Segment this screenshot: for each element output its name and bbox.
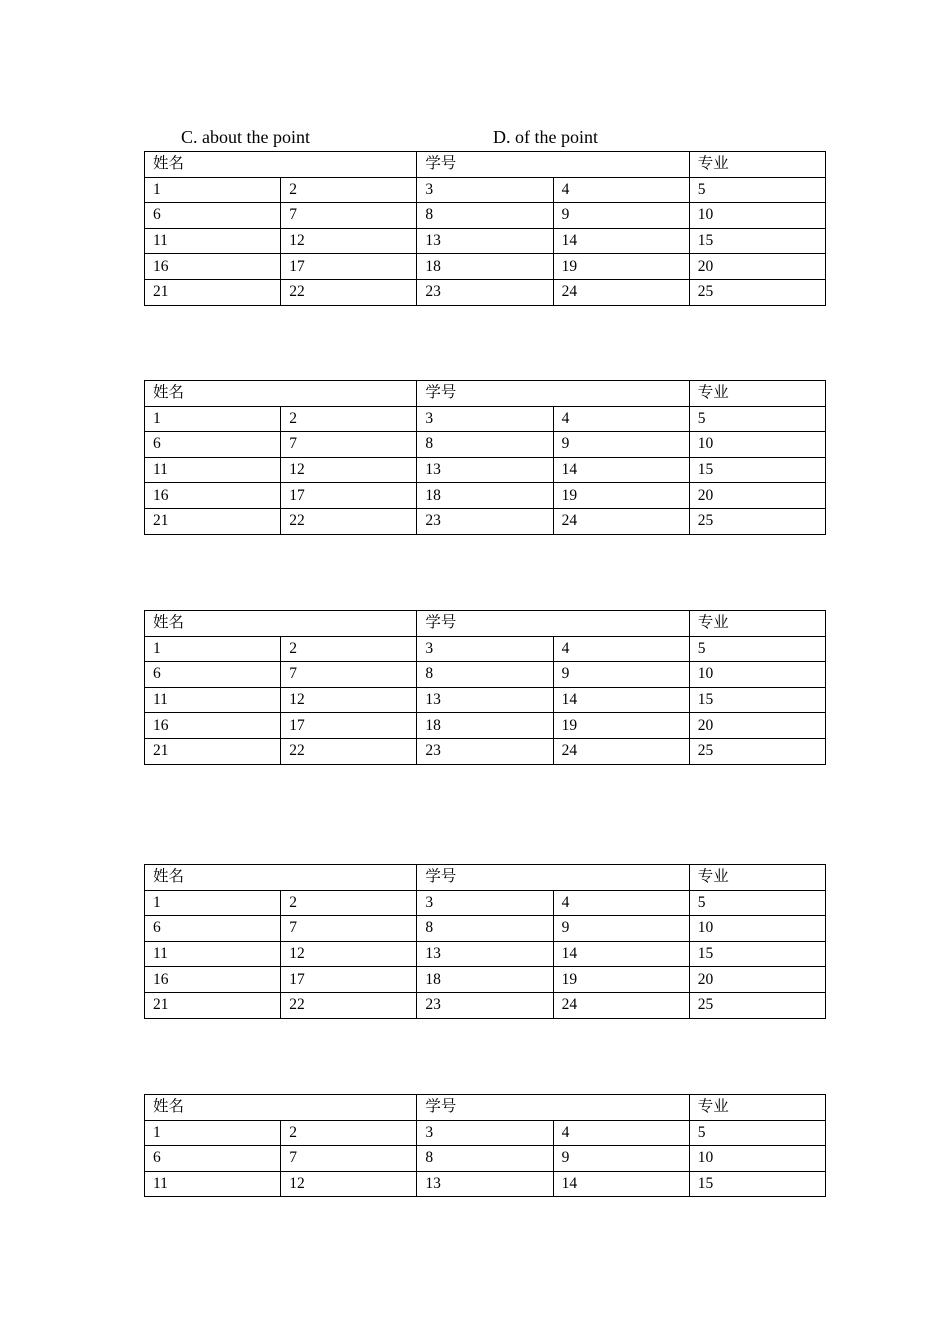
header-name-cell: 姓名: [145, 381, 417, 407]
table-cell: 7: [281, 916, 417, 942]
table-cell: 13: [417, 457, 553, 483]
table-row: [145, 738, 826, 764]
table-cell: 19: [553, 483, 689, 509]
header-major-cell: 专业: [689, 611, 825, 637]
table-cell: 20: [689, 713, 825, 739]
table-row: [145, 1120, 826, 1146]
table-cell: 3: [417, 636, 553, 662]
student-table: [144, 610, 826, 765]
table-cell: 7: [281, 662, 417, 688]
table-cell: 17: [281, 483, 417, 509]
table-cell: 24: [553, 738, 689, 764]
table-cell: 22: [281, 738, 417, 764]
table-cell: 1: [145, 406, 281, 432]
table-cell: 13: [417, 1171, 553, 1197]
table-cell: 6: [145, 916, 281, 942]
table-cell: 14: [553, 1171, 689, 1197]
table-cell: 23: [417, 738, 553, 764]
table-cell: 15: [689, 1171, 825, 1197]
table-cell: 1: [145, 1120, 281, 1146]
table-cell: 12: [281, 941, 417, 967]
table-cell: 23: [417, 508, 553, 534]
table-cell: 4: [553, 1120, 689, 1146]
table-cell: 16: [145, 967, 281, 993]
table-cell: 10: [689, 1146, 825, 1172]
header-major-cell: 专业: [689, 152, 825, 178]
table-cell: 3: [417, 406, 553, 432]
table-cell: 11: [145, 228, 281, 254]
table-row: [145, 203, 826, 229]
table-row: [145, 508, 826, 534]
header-name-cell: 姓名: [145, 611, 417, 637]
table-cell: 21: [145, 738, 281, 764]
table-cell: 13: [417, 228, 553, 254]
table-cell: 19: [553, 967, 689, 993]
header-id-cell: 学号: [417, 865, 689, 891]
table-row: [145, 457, 826, 483]
table-cell: 5: [689, 177, 825, 203]
student-table: [144, 151, 826, 306]
table-header-row: [145, 1095, 826, 1121]
table-cell: 21: [145, 508, 281, 534]
table-row: [145, 1146, 826, 1172]
table-row: [145, 916, 826, 942]
table-cell: 6: [145, 203, 281, 229]
table-cell: 2: [281, 177, 417, 203]
table-cell: 14: [553, 228, 689, 254]
table-cell: 4: [553, 177, 689, 203]
table-cell: 7: [281, 432, 417, 458]
table-cell: 17: [281, 254, 417, 280]
table-cell: 2: [281, 636, 417, 662]
table-cell: 9: [553, 1146, 689, 1172]
table-cell: 19: [553, 713, 689, 739]
table-cell: 10: [689, 916, 825, 942]
table-cell: 11: [145, 457, 281, 483]
table-cell: 11: [145, 1171, 281, 1197]
table-cell: 4: [553, 636, 689, 662]
table-cell: 6: [145, 662, 281, 688]
table-cell: 23: [417, 992, 553, 1018]
table-cell: 1: [145, 177, 281, 203]
table-cell: 20: [689, 967, 825, 993]
table-cell: 17: [281, 713, 417, 739]
table-cell: 10: [689, 203, 825, 229]
table-row: [145, 279, 826, 305]
table-row: [145, 406, 826, 432]
table-cell: 10: [689, 662, 825, 688]
table-header-row: [145, 865, 826, 891]
table-cell: 3: [417, 890, 553, 916]
header-name-cell: 姓名: [145, 1095, 417, 1121]
table-cell: 6: [145, 432, 281, 458]
table-cell: 5: [689, 406, 825, 432]
table-cell: 8: [417, 916, 553, 942]
table-row: [145, 941, 826, 967]
table-cell: 8: [417, 1146, 553, 1172]
table-row: [145, 636, 826, 662]
table-cell: 12: [281, 228, 417, 254]
table-cell: 25: [689, 992, 825, 1018]
table-cell: 25: [689, 738, 825, 764]
table-cell: 20: [689, 254, 825, 280]
table-cell: 11: [145, 687, 281, 713]
table-cell: 4: [553, 406, 689, 432]
table-cell: 15: [689, 941, 825, 967]
table-cell: 22: [281, 279, 417, 305]
table-row: [145, 483, 826, 509]
table-cell: 16: [145, 483, 281, 509]
table-cell: 5: [689, 890, 825, 916]
table-row: [145, 992, 826, 1018]
table-cell: 1: [145, 890, 281, 916]
table-cell: 16: [145, 713, 281, 739]
table-header-row: [145, 152, 826, 178]
table-cell: 6: [145, 1146, 281, 1172]
table-cell: 3: [417, 177, 553, 203]
table-cell: 21: [145, 279, 281, 305]
table-cell: 18: [417, 713, 553, 739]
table-cell: 8: [417, 432, 553, 458]
student-table: [144, 1094, 826, 1197]
table-cell: 19: [553, 254, 689, 280]
table-row: [145, 662, 826, 688]
option-c-text: C. about the point: [181, 127, 310, 147]
table-cell: 9: [553, 203, 689, 229]
table-row: [145, 1171, 826, 1197]
table-cell: 1: [145, 636, 281, 662]
header-major-cell: 专业: [689, 381, 825, 407]
table-cell: 10: [689, 432, 825, 458]
table-cell: 4: [553, 890, 689, 916]
table-row: [145, 967, 826, 993]
table-cell: 25: [689, 279, 825, 305]
table-cell: 18: [417, 254, 553, 280]
table-cell: 22: [281, 508, 417, 534]
table-cell: 15: [689, 687, 825, 713]
student-table: [144, 864, 826, 1019]
header-major-cell: 专业: [689, 1095, 825, 1121]
header-id-cell: 学号: [417, 1095, 689, 1121]
table-cell: 5: [689, 1120, 825, 1146]
table-cell: 20: [689, 483, 825, 509]
header-id-cell: 学号: [417, 152, 689, 178]
table-cell: 21: [145, 992, 281, 1018]
table-cell: 9: [553, 432, 689, 458]
table-cell: 5: [689, 636, 825, 662]
table-cell: 14: [553, 457, 689, 483]
table-cell: 14: [553, 687, 689, 713]
table-cell: 9: [553, 916, 689, 942]
table-cell: 12: [281, 687, 417, 713]
table-row: [145, 177, 826, 203]
table-cell: 13: [417, 687, 553, 713]
table-cell: 8: [417, 662, 553, 688]
table-row: [145, 432, 826, 458]
table-cell: 23: [417, 279, 553, 305]
table-cell: 7: [281, 203, 417, 229]
table-cell: 18: [417, 967, 553, 993]
table-cell: 16: [145, 254, 281, 280]
table-cell: 13: [417, 941, 553, 967]
table-row: [145, 254, 826, 280]
table-cell: 15: [689, 228, 825, 254]
table-cell: 9: [553, 662, 689, 688]
table-cell: 12: [281, 457, 417, 483]
table-header-row: [145, 611, 826, 637]
table-cell: 8: [417, 203, 553, 229]
table-cell: 24: [553, 992, 689, 1018]
table-cell: 3: [417, 1120, 553, 1146]
table-row: [145, 687, 826, 713]
table-row: [145, 713, 826, 739]
table-cell: 11: [145, 941, 281, 967]
table-cell: 17: [281, 967, 417, 993]
header-id-cell: 学号: [417, 381, 689, 407]
header-major-cell: 专业: [689, 865, 825, 891]
table-header-row: [145, 381, 826, 407]
student-table: [144, 380, 826, 535]
option-d-text: D. of the point: [493, 127, 598, 147]
table-cell: 2: [281, 1120, 417, 1146]
table-cell: 25: [689, 508, 825, 534]
table-cell: 2: [281, 406, 417, 432]
header-name-cell: 姓名: [145, 152, 417, 178]
table-row: [145, 890, 826, 916]
table-cell: 7: [281, 1146, 417, 1172]
header-id-cell: 学号: [417, 611, 689, 637]
table-cell: 2: [281, 890, 417, 916]
table-cell: 24: [553, 279, 689, 305]
table-row: [145, 228, 826, 254]
table-cell: 14: [553, 941, 689, 967]
table-cell: 15: [689, 457, 825, 483]
table-cell: 22: [281, 992, 417, 1018]
table-cell: 12: [281, 1171, 417, 1197]
header-name-cell: 姓名: [145, 865, 417, 891]
table-cell: 18: [417, 483, 553, 509]
table-cell: 24: [553, 508, 689, 534]
